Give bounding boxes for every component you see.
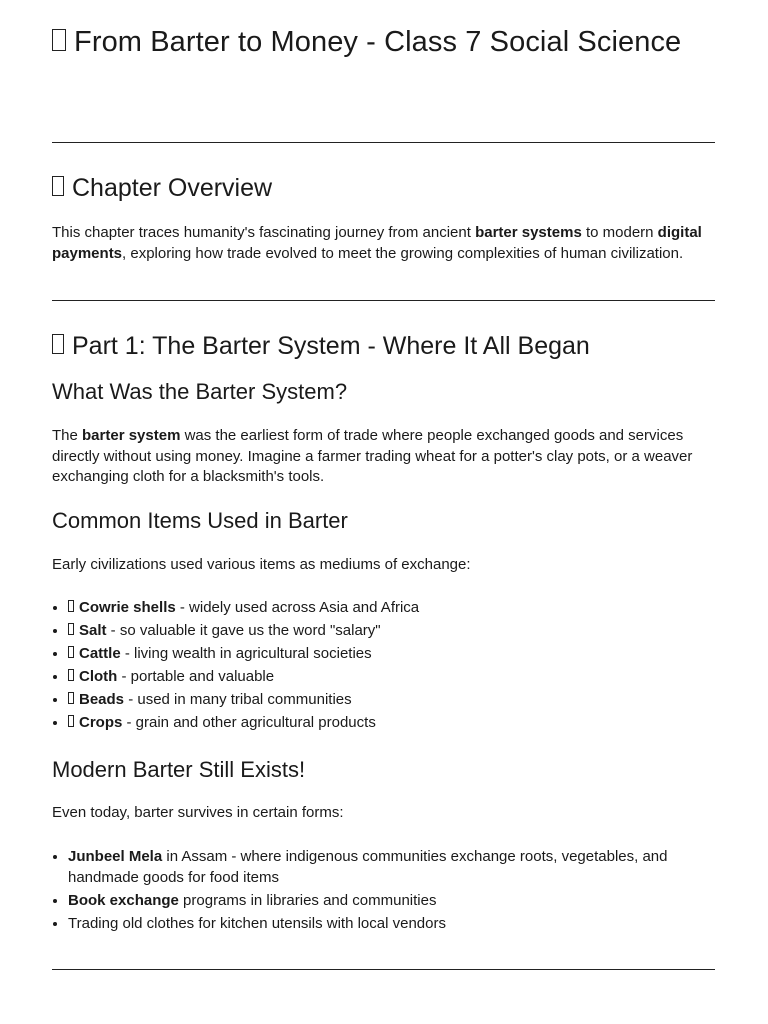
item-bold: Book exchange <box>68 891 179 909</box>
what-heading: What Was the Barter System? <box>52 379 348 404</box>
modern-heading: Modern Barter Still Exists! <box>52 757 306 782</box>
item-name: Crops <box>79 714 123 731</box>
item-description: - widely used across Asia and Africa <box>175 599 420 616</box>
page-title-text: From Barter to Money - Class 7 Social Science <box>74 26 682 58</box>
overview-paragraph <box>52 223 720 264</box>
part1-heading <box>52 330 590 362</box>
modern-intro: Even today, barter survives in certain forms: <box>52 804 344 821</box>
item-name: Cowrie shells <box>79 599 176 616</box>
item-name: Salt <box>79 622 107 639</box>
shell-icon <box>68 600 74 612</box>
list-item <box>68 713 736 734</box>
divider <box>52 142 715 143</box>
money-icon <box>52 29 66 51</box>
divider <box>52 969 715 970</box>
overview-heading <box>52 172 272 204</box>
item-name: Beads <box>79 691 125 708</box>
item-description: - living wealth in agricultural societies <box>120 645 372 662</box>
list-item <box>68 598 736 619</box>
beads-icon <box>68 692 74 704</box>
what-text: The <box>52 427 83 444</box>
list-item <box>68 847 736 888</box>
item-text: programs in libraries and communities <box>178 891 437 909</box>
what-text: was the earliest form of trade where people exchanged goods and services directly without using money. Imagine a farmer trading wheat for a potter's clay pots, or a weaver exchanging cloth for a blacksmith's tools. <box>52 427 693 485</box>
item-bold: Junbeel Mela <box>68 848 163 865</box>
part1-heading-text: Part 1: The Barter System - Where It All Began <box>72 332 590 360</box>
salt-icon <box>68 623 74 635</box>
overview-text: , exploring how trade evolved to meet the growing complexities of human civilization. <box>122 244 684 262</box>
cloth-icon <box>68 669 74 681</box>
what-bold-barter: barter system <box>82 427 181 444</box>
list-item <box>68 667 736 688</box>
overview-text: to modern <box>581 224 658 241</box>
crops-icon <box>68 715 74 727</box>
list-item <box>68 690 736 711</box>
item-description: - portable and valuable <box>117 668 275 685</box>
book-icon <box>52 176 64 196</box>
common-heading: Common Items Used in Barter <box>52 508 348 533</box>
item-name: Cattle <box>79 645 121 662</box>
cattle-icon <box>68 646 74 658</box>
item-text: Trading old clothes for kitchen utensils with local vendors <box>68 914 446 932</box>
item-description: - used in many tribal communities <box>124 691 352 708</box>
item-name: Cloth <box>79 668 118 685</box>
what-paragraph <box>52 426 720 488</box>
overview-text: This chapter traces humanity's fascinating journey from ancient <box>52 224 476 241</box>
list-item <box>68 644 736 665</box>
item-description: - so valuable it gave us the word "salary" <box>106 622 381 639</box>
item-description: - grain and other agricultural products <box>122 714 376 731</box>
overview-heading-text: Chapter Overview <box>72 174 273 202</box>
modern-items-list <box>52 847 736 937</box>
list-item <box>68 891 736 912</box>
item-text: in Assam - where indigenous communities exchange roots, vegetables, and handmade goods for food items <box>68 848 668 886</box>
list-item <box>68 621 736 642</box>
overview-bold-digital: digital payments <box>52 224 702 262</box>
trade-icon <box>52 334 64 354</box>
page-title <box>52 24 681 60</box>
list-item <box>68 914 736 935</box>
common-intro: Early civilizations used various items as mediums of exchange: <box>52 556 471 573</box>
common-items-list <box>52 598 736 736</box>
divider <box>52 300 715 301</box>
overview-bold-barter: barter systems <box>475 224 582 241</box>
